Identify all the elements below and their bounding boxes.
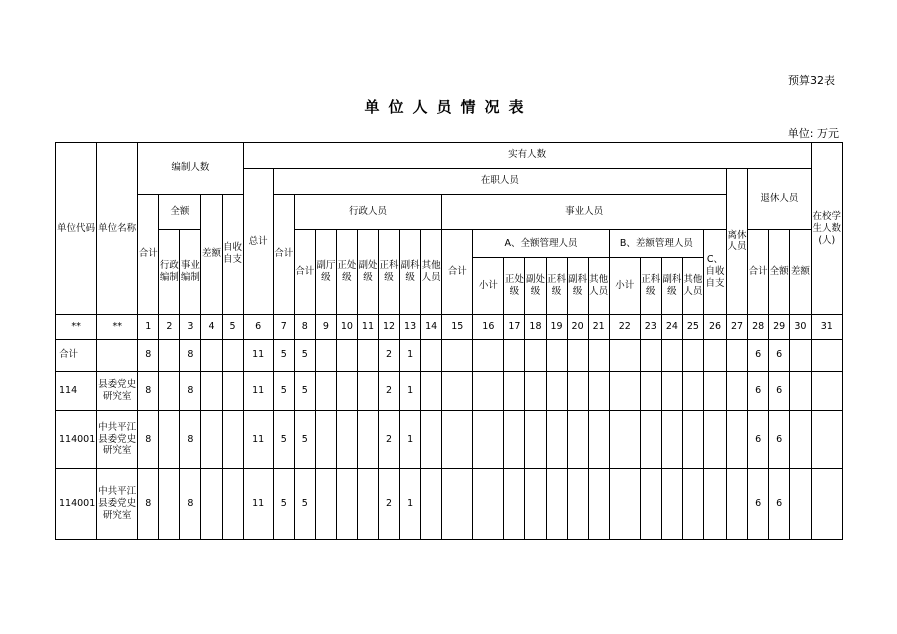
- table-cell: [682, 468, 703, 539]
- header-b-deputy-section: 副科级: [661, 258, 682, 315]
- table-cell: [588, 371, 609, 410]
- index-cell: 18: [525, 315, 546, 340]
- header-a-deputy-division: 副处级: [525, 258, 546, 315]
- table-cell: [336, 339, 357, 371]
- row-unit-code: 114001: [56, 411, 97, 469]
- table-cell: 11: [243, 339, 273, 371]
- form-number: 预算32表: [788, 74, 835, 87]
- header-deputy-bureau: 副厅级: [315, 229, 336, 315]
- row-unit-code: 114001: [56, 468, 97, 539]
- header-admin-total: 合计: [294, 229, 315, 315]
- row-unit-name: 县委党史研究室: [97, 371, 138, 410]
- table-cell: 1: [400, 371, 421, 410]
- index-cell: 4: [201, 315, 222, 340]
- table-cell: 8: [180, 411, 201, 469]
- table-cell: [567, 411, 588, 469]
- table-cell: [473, 371, 504, 410]
- header-employed: 在职人员: [273, 168, 726, 194]
- table-row: [56, 411, 843, 469]
- header-diff-amount: 差额: [201, 194, 222, 315]
- table-cell: 8: [180, 468, 201, 539]
- personnel-table: [55, 142, 843, 540]
- header-a-section: 正科级: [546, 258, 567, 315]
- table-cell: [661, 411, 682, 469]
- header-other: 其他人员: [421, 229, 442, 315]
- table-cell: [357, 339, 378, 371]
- table-cell: 8: [138, 411, 159, 469]
- table-cell: [682, 411, 703, 469]
- index-cell: 24: [661, 315, 682, 340]
- table-cell: [525, 468, 546, 539]
- table-cell: [336, 411, 357, 469]
- header-grand-total: 总计: [243, 168, 273, 314]
- table-cell: [473, 339, 504, 371]
- table-cell: 6: [748, 468, 769, 539]
- table-cell: [588, 411, 609, 469]
- table-cell: [357, 411, 378, 469]
- table-cell: [790, 468, 811, 539]
- table-cell: [201, 468, 222, 539]
- table-cell: 6: [748, 371, 769, 410]
- header-unit-code: 单位代码: [56, 143, 97, 315]
- table-cell: 6: [748, 339, 769, 371]
- table-cell: 5: [273, 411, 294, 469]
- table-cell: [703, 339, 726, 371]
- table-cell: [525, 371, 546, 410]
- index-cell: 6: [243, 315, 273, 340]
- row-unit-name: [97, 339, 138, 371]
- table-cell: 11: [243, 468, 273, 539]
- index-row: [56, 315, 843, 340]
- header-self-funded: 自收自支: [222, 194, 243, 315]
- table-cell: [222, 468, 243, 539]
- table-row: [56, 468, 843, 539]
- header-ret-total: 合计: [748, 229, 769, 315]
- header-group-b: B、差额管理人员: [609, 229, 703, 258]
- table-cell: [727, 468, 748, 539]
- table-cell: 6: [769, 411, 790, 469]
- unit-label: 单位: 万元: [787, 127, 839, 140]
- index-cell: 12: [379, 315, 400, 340]
- table-cell: 8: [180, 339, 201, 371]
- table-cell: [609, 371, 640, 410]
- table-cell: [811, 339, 842, 371]
- table-cell: [222, 339, 243, 371]
- table-cell: [159, 411, 180, 469]
- table-row: [56, 371, 843, 410]
- table-cell: [442, 339, 473, 371]
- table-cell: [315, 371, 336, 410]
- table-cell: [504, 371, 525, 410]
- index-cell: 23: [640, 315, 661, 340]
- index-cell: 14: [421, 315, 442, 340]
- header-admin-staffing: 行政编制: [159, 229, 180, 315]
- table-cell: [201, 371, 222, 410]
- table-cell: 5: [273, 468, 294, 539]
- table-cell: [609, 339, 640, 371]
- row-unit-code: 合计: [56, 339, 97, 371]
- header-actual: 实有人数: [243, 143, 811, 169]
- table-cell: [640, 468, 661, 539]
- header-a-subtotal: 小计: [473, 258, 504, 315]
- table-cell: [159, 371, 180, 410]
- table-cell: [811, 411, 842, 469]
- table-cell: [811, 371, 842, 410]
- table-cell: [790, 411, 811, 469]
- table-cell: 8: [138, 339, 159, 371]
- table-cell: [661, 468, 682, 539]
- index-cell: 1: [138, 315, 159, 340]
- table-cell: [421, 371, 442, 410]
- table-cell: [357, 468, 378, 539]
- header-ret-full: 全额: [769, 229, 790, 315]
- table-cell: 1: [400, 339, 421, 371]
- header-staff-total: 合计: [138, 194, 159, 315]
- index-cell: 11: [357, 315, 378, 340]
- table-cell: 2: [379, 411, 400, 469]
- header-unit-name: 单位名称: [97, 143, 138, 315]
- page-title: 单位人员情况表: [364, 98, 533, 116]
- table-row: [56, 339, 843, 371]
- index-cell: 31: [811, 315, 842, 340]
- table-cell: [609, 411, 640, 469]
- index-cell: 21: [588, 315, 609, 340]
- table-cell: [703, 468, 726, 539]
- row-unit-code: 114: [56, 371, 97, 410]
- table-cell: [336, 371, 357, 410]
- table-cell: [442, 371, 473, 410]
- table-cell: [159, 339, 180, 371]
- header-public-staffing: 事业编制: [180, 229, 201, 315]
- header-section: 正科级: [379, 229, 400, 315]
- header-public-personnel: 事业人员: [442, 194, 727, 229]
- header-group-c: C、自收自支: [703, 229, 726, 315]
- header-ret-diff: 差额: [790, 229, 811, 315]
- index-cell: 30: [790, 315, 811, 340]
- table-cell: [442, 411, 473, 469]
- index-cell: 5: [222, 315, 243, 340]
- table-cell: [727, 339, 748, 371]
- table-cell: [525, 411, 546, 469]
- table-cell: [504, 411, 525, 469]
- table-cell: [315, 411, 336, 469]
- header-staffing: 编制人数: [138, 143, 243, 195]
- table-cell: 5: [294, 371, 315, 410]
- table-cell: [315, 468, 336, 539]
- table-cell: [790, 339, 811, 371]
- table-cell: [442, 468, 473, 539]
- table-cell: [201, 411, 222, 469]
- table-cell: [567, 371, 588, 410]
- table-cell: [703, 411, 726, 469]
- header-a-division: 正处级: [504, 258, 525, 315]
- table-cell: [421, 468, 442, 539]
- table-cell: [640, 411, 661, 469]
- table-cell: [546, 411, 567, 469]
- table-cell: [640, 339, 661, 371]
- table-cell: [421, 339, 442, 371]
- header-b-other: 其他人员: [682, 258, 703, 315]
- header-emp-total: 合计: [273, 194, 294, 315]
- header-b-subtotal: 小计: [609, 258, 640, 315]
- table-cell: [159, 468, 180, 539]
- index-cell: 15: [442, 315, 473, 340]
- table-cell: [567, 468, 588, 539]
- index-cell: 19: [546, 315, 567, 340]
- table-cell: [222, 411, 243, 469]
- header-a-deputy-section: 副科级: [567, 258, 588, 315]
- table-cell: [546, 468, 567, 539]
- header-division: 正处级: [336, 229, 357, 315]
- header-retired-off: 离休人员: [727, 168, 748, 314]
- header-students: 在校学生人数(人): [811, 143, 842, 315]
- header-deputy-section: 副科级: [400, 229, 421, 315]
- table-cell: 2: [379, 371, 400, 410]
- table-cell: [315, 339, 336, 371]
- header-deputy-division: 副处级: [357, 229, 378, 315]
- index-cell: 22: [609, 315, 640, 340]
- table-cell: 5: [294, 339, 315, 371]
- table-cell: 11: [243, 371, 273, 410]
- index-cell: 13: [400, 315, 421, 340]
- table-cell: 11: [243, 411, 273, 469]
- table-cell: [727, 371, 748, 410]
- table-cell: [222, 371, 243, 410]
- table-cell: 6: [769, 371, 790, 410]
- table-cell: [473, 411, 504, 469]
- index-cell: 8: [294, 315, 315, 340]
- table-cell: [682, 339, 703, 371]
- header-public-total: 合计: [442, 229, 473, 315]
- table-cell: 2: [379, 339, 400, 371]
- table-cell: [473, 468, 504, 539]
- table-cell: 1: [400, 468, 421, 539]
- index-cell: 9: [315, 315, 336, 340]
- table-cell: [682, 371, 703, 410]
- table-cell: [546, 371, 567, 410]
- table-cell: 8: [138, 371, 159, 410]
- index-cell: 2: [159, 315, 180, 340]
- table-cell: [811, 468, 842, 539]
- header-b-section: 正科级: [640, 258, 661, 315]
- index-cell: 27: [727, 315, 748, 340]
- index-cell: 7: [273, 315, 294, 340]
- index-cell: 17: [504, 315, 525, 340]
- table-cell: [421, 411, 442, 469]
- index-cell: 25: [682, 315, 703, 340]
- table-cell: 5: [294, 411, 315, 469]
- table-cell: [661, 371, 682, 410]
- table-cell: [525, 339, 546, 371]
- table-cell: [201, 339, 222, 371]
- table-cell: 8: [138, 468, 159, 539]
- table-cell: [567, 339, 588, 371]
- table-cell: 2: [379, 468, 400, 539]
- index-cell: 28: [748, 315, 769, 340]
- index-cell: 10: [336, 315, 357, 340]
- index-cell: **: [97, 315, 138, 340]
- index-cell: 26: [703, 315, 726, 340]
- header-full-amount: 全额: [159, 194, 201, 229]
- table-cell: 1: [400, 411, 421, 469]
- index-cell: 3: [180, 315, 201, 340]
- table-cell: 8: [180, 371, 201, 410]
- index-cell: 29: [769, 315, 790, 340]
- index-cell: 20: [567, 315, 588, 340]
- header-group-a: A、全额管理人员: [473, 229, 609, 258]
- row-unit-name: 中共平江县委党史研究室: [97, 468, 138, 539]
- index-cell: **: [56, 315, 97, 340]
- table-cell: 5: [273, 371, 294, 410]
- table-cell: [504, 339, 525, 371]
- index-cell: 16: [473, 315, 504, 340]
- table-cell: [703, 371, 726, 410]
- table-cell: [336, 468, 357, 539]
- header-retired: 退休人员: [748, 168, 812, 229]
- table-cell: 5: [294, 468, 315, 539]
- table-cell: [588, 468, 609, 539]
- table-cell: 5: [273, 339, 294, 371]
- table-cell: [588, 339, 609, 371]
- table-cell: [546, 339, 567, 371]
- table-cell: [609, 468, 640, 539]
- table-cell: [357, 371, 378, 410]
- table-cell: 6: [748, 411, 769, 469]
- header-a-other: 其他人员: [588, 258, 609, 315]
- table-cell: 6: [769, 468, 790, 539]
- header-admin-personnel: 行政人员: [294, 194, 441, 229]
- row-unit-name: 中共平江县委党史研究室: [97, 411, 138, 469]
- table-cell: [661, 339, 682, 371]
- table-cell: [504, 468, 525, 539]
- table-cell: 6: [769, 339, 790, 371]
- table-cell: [790, 371, 811, 410]
- table-cell: [727, 411, 748, 469]
- table-cell: [640, 371, 661, 410]
